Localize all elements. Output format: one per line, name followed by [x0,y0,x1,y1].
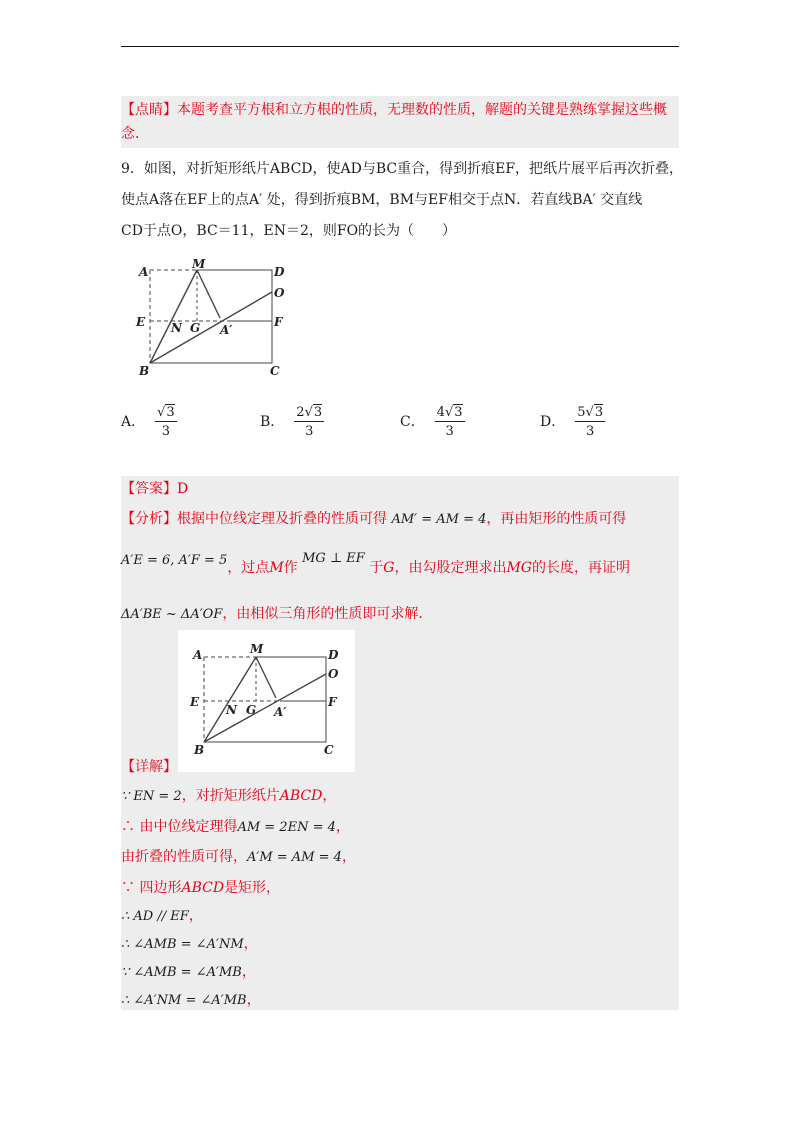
option-d-coef: 5 [577,405,586,420]
detail-step-2-text: ∴ 由中位线定理得 [121,819,238,835]
fig1-label-D: D [274,265,285,279]
detail-step-6 [121,934,258,955]
fig2-label-F: F [328,695,337,709]
fig2-label-G: G [246,703,257,717]
fig1-label-M: M [192,258,206,271]
option-b[interactable] [260,405,324,439]
fig1-label-A: A [139,265,149,279]
fig1-label-O: O [274,286,285,300]
detail-step-5-math: ∴ AD // EF [121,909,189,924]
option-c-radicand: 3 [454,405,463,420]
analysis-text-4: 于 [369,560,384,576]
solution-figure [180,636,352,762]
option-d-denominator: 3 [586,424,595,439]
detail-step-3-text: 由折叠的性质可得， [121,849,247,865]
fig1-label-E: E [136,315,146,329]
analysis-math-2: A′E = 6, A′F = 5 [121,553,228,568]
detail-step-5 [121,906,203,927]
option-b-radicand: 3 [313,405,323,420]
analysis-text-7: ，由相似三角形的性质即可求解． [222,606,433,622]
detail-step-1-text: ，对折矩形纸片 [181,788,280,804]
option-d-letter: D． [540,414,566,430]
option-c-frac: $\frac{4√3}{3}$ [436,405,463,439]
fig2-label-N: N [226,703,237,717]
comment-line-2: 念． [121,126,149,142]
detail-step-1-end: ， [322,788,337,804]
detail-step-6-math: ∴ ∠AMB = ∠A′NM [121,937,244,952]
analysis-math-3: MG ⊥ EF [302,551,365,566]
detail-step-8-math: ∴ ∠A′NM = ∠A′MB [121,993,247,1008]
fig1-label-F: F [274,315,283,329]
option-a[interactable] [121,405,177,439]
detail-step-8-end: ， [246,992,261,1008]
option-c-denominator: 3 [445,424,454,439]
detail-step-2-math: AM = 2EN = 4 [237,820,336,835]
option-a-radicand: 3 [166,405,175,420]
analysis-segment-mg: MG [506,560,532,576]
fig1-label-A-prime: A′ [220,323,233,337]
option-d[interactable] [540,405,605,439]
option-c-letter: C． [400,414,425,430]
option-a-frac: $\frac{√3}{3}$ [157,405,175,439]
detail-step-2-end: ， [335,819,350,835]
comment-tag: 【点睛】 [121,102,177,118]
detail-step-3-math: A′M = AM = 4 [247,850,342,865]
analysis-text-3: ，过点 [227,560,270,576]
detail-tag: 【详解】 [121,759,177,775]
detail-step-7-math: ∵ ∠AMB = ∠A′MB [121,965,242,980]
fig2-label-O: O [328,667,339,681]
detail-step-1 [121,786,336,807]
analysis-math-1: AM′ = AM = 4 [391,512,487,527]
answer-value: D [177,481,189,497]
detail-step-1-math: ∵ EN = 2 [121,789,182,804]
fig2-label-E: E [190,695,200,709]
detail-step-3 [121,847,356,868]
fig2-label-D: D [328,648,339,662]
detail-step-3-end: ， [341,849,356,865]
detail-step-5-end: ， [188,908,203,924]
detail-step-2 [121,817,350,838]
fig1-label-N: N [171,321,182,335]
fig2-label-M: M [250,642,264,656]
detail-step-8 [121,990,261,1011]
fig2-label-B: B [194,743,205,757]
option-b-letter: B． [260,414,285,430]
detail-step-4-abcd: ABCD [181,880,225,896]
analysis-text-5: ，由勾股定理求出 [394,560,507,576]
detail-step-4-text-2: 是矩形， [224,880,281,896]
analysis-text-2: ，再由矩形的性质可得 [486,511,627,527]
fig2-label-C: C [324,743,334,757]
detail-step-4-text-1: ∵ 四边形 [121,880,182,896]
option-c-coef: 4 [436,405,445,420]
detail-step-7-end: ， [241,964,256,980]
option-a-denominator: 3 [161,424,171,439]
question-line-3: CD于点O，BC＝11，EN＝2，则FO的长为（ ） [121,223,457,239]
fig1-label-G: G [190,321,201,335]
detail-step-7 [121,962,256,983]
analysis-line-3 [121,604,432,625]
option-d-frac: $\frac{5√3}{3}$ [577,405,604,439]
answer-tag: 【答案】 [121,481,177,497]
fig1-label-B: B [139,364,150,378]
analysis-point-g: G [383,560,395,576]
analysis-line-1 [121,509,626,530]
analysis-point-m: M [269,560,284,576]
question-line-2: 使点A落在EF上的点A′ 处，得到折痕BM，BM与EF相交于点N．若直线BA′ 交直线 [121,192,643,208]
analysis-text-1: 根据中位线定理及折叠的性质可得 [177,511,387,527]
analysis-tag: 【分析】 [121,511,177,527]
comment-text-1: 本题考查平方根和立方根的性质，无理数的性质，解题的关键是熟练掌握这些概 [177,102,667,118]
option-b-coef: 2 [296,405,305,420]
detail-step-6-end: ， [243,936,258,952]
header-rule [121,46,679,47]
analysis-text-3b: 作 [283,560,298,576]
analysis-text-6: 的长度，再证明 [531,560,630,576]
detail-step-1-abcd: ABCD [279,788,323,804]
fig2-label-A-prime: A′ [274,705,287,719]
option-b-frac: $\frac{2√3}{3}$ [296,405,323,439]
question-figure [130,258,300,383]
comment-line-1 [121,100,667,120]
option-b-denominator: 3 [305,424,314,439]
fig1-label-C: C [270,364,280,378]
answer-line [121,479,188,499]
option-c[interactable] [400,405,465,439]
analysis-line-2 [121,551,630,579]
option-d-radicand: 3 [594,405,604,420]
question-line-1: 9．如图，对折矩形纸片ABCD，使AD与BC重合，得到折痕EF，把纸片展平后再次折叠， [121,161,684,177]
option-a-letter: A． [121,414,146,430]
analysis-math-4: ΔA′BE ~ ΔA′OF [121,607,223,622]
fig2-label-A: A [193,648,203,662]
detail-step-4 [121,878,280,898]
